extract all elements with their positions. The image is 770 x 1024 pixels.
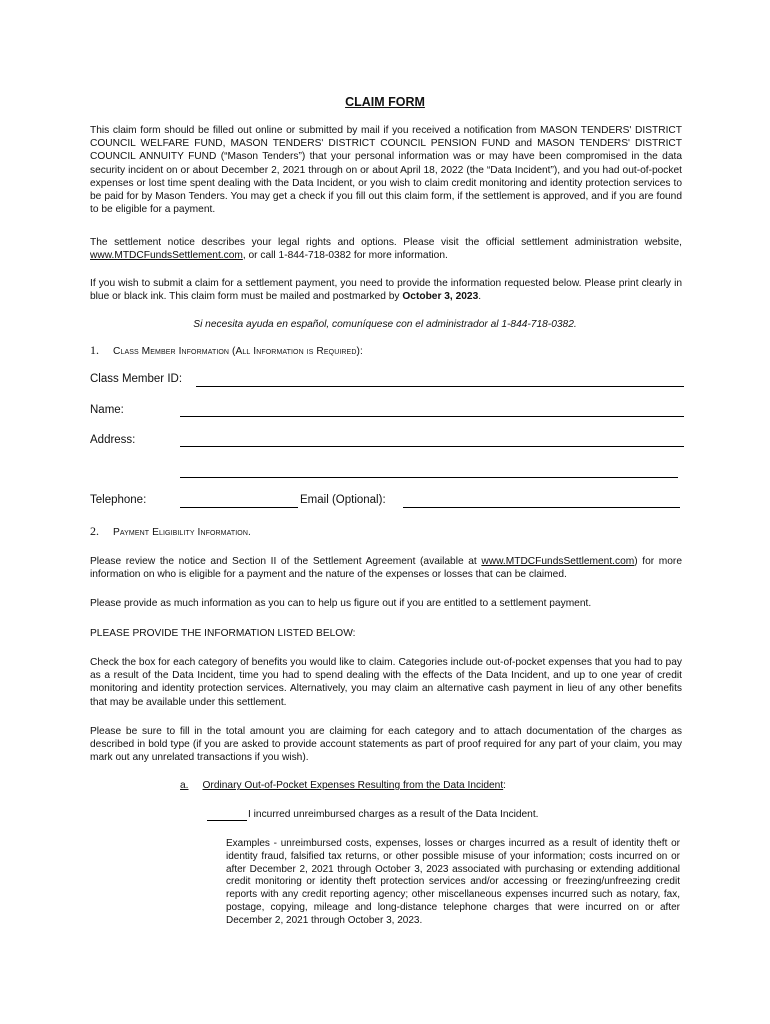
section-1-number: 1. [90,343,99,357]
class-member-id-field[interactable] [196,386,684,387]
email-field[interactable] [403,507,680,508]
settlement-agreement-link[interactable]: www.MTDCFundsSettlement.com [481,556,635,567]
section-2-heading [90,524,251,539]
section-1-heading [90,343,363,358]
telephone-field[interactable] [180,507,298,508]
subsection-a-heading [180,780,506,791]
out-of-pocket-check-line[interactable] [207,820,247,821]
intro-p3-text-end: . [478,291,482,303]
intro-p3-text: If you wish to submit a claim for a settlement payment, you need to provide the information requested below. Please print clearly in blue or black ink. This claim form must be mailed and postmarked by [90,278,682,303]
name-field[interactable] [180,416,684,417]
page-title: CLAIM FORM [345,95,425,109]
intro-p2-text: The settlement notice describes your legal rights and options. Please visit the official settlement administration website, [90,237,682,248]
intro-p2-text-end: , or call 1-844-718-0382 for more information. [242,250,448,262]
section-2-paragraph-1 [90,555,682,581]
intro-paragraph-2 [90,236,682,262]
email-label: Email (Optional): [300,494,386,506]
subsection-a-title: Ordinary Out-of-Pocket Expenses Resulting from the Data Incident [202,780,504,791]
section-2-paragraph-3: PLEASE PROVIDE THE INFORMATION LISTED BELOW: [90,628,356,639]
section-2-paragraph-5: Please be sure to fill in the total amount you are claiming for each category and to attach documentation of the charges as described in bold type (if you are asked to provide account statements as part of proof required for any part of your claim, you may mark out any unrelated transactions if you wish). [90,726,682,764]
subsection-a-letter: a. [180,780,189,791]
address-label: Address: [90,434,136,446]
section-2-p1-text-end: ) for more information on who is eligible for a payment and the nature of the expenses or losses that can be claimed. [90,556,682,581]
section-2-number: 2. [90,524,99,538]
name-label: Name: [90,404,124,416]
address-field-line-1[interactable] [180,446,684,447]
section-2-p1-text: Please review the notice and Section II of the Settlement Agreement (available at [90,556,482,567]
section-2-paragraph-2: Please provide as much information as you can to help us figure out if you are entitled to a settlement payment. [90,598,592,609]
intro-paragraph-3 [90,277,682,303]
intro-paragraph-1: This claim form should be filled out online or submitted by mail if you received a notification from MASON TENDERS' DISTRICT COUNCIL WELFARE FUND, MASON TENDERS' DISTRICT COUNCIL PENSION FUND and MASON TENDERS' DISTRICT COUNCIL ANNUITY FUND (“Mason Tenders”) that your personal information was or may have been compromised in the data security incident on or about December 2, 2021 through on or about April 18, 2022 (the “Data Incident”), and you had out-of-pocket expenses or lost time spent dealing with the Data Incident, or you wish to claim credit monitoring and identity protection services to be paid for by Mason Tenders. You may get a check if you fill out this claim form, if the settlement is approved, and if you are found to be eligible for a payment. [90,125,682,216]
telephone-label: Telephone: [90,494,147,506]
section-1-title: Class Member Information (All Information is Required): [113,346,363,357]
out-of-pocket-examples: Examples - unreimbursed costs, expenses, losses or charges incurred as a result of identity theft or identity fraud, falsified tax returns, or other possible misuse of your information; costs incurred on or after December 2, 2021 through October 3, 2023 associated with purchasing or extending additional credit monitoring or identity theft protection services and/or accessing or freezing/unfreezing credit reports with any credit reporting agency; other miscellaneous expenses incurred such as notary, fax, postage, copying, mileage and long-distance telephone charges that were incurred on or after December 2, 2021 through October 3, 2023. [226,838,680,926]
address-field-line-2[interactable] [180,477,678,478]
settlement-website-link[interactable]: www.MTDCFundsSettlement.com [90,250,243,262]
class-member-id-label: Class Member ID: [90,373,183,385]
subsection-a-colon: : [503,780,507,791]
deadline-date: October 3, 2023 [402,291,479,303]
spanish-help-note: Si necesita ayuda en español, comuníquese con el administrador al 1-844-718-0382. [193,319,577,330]
section-2-paragraph-4: Check the box for each category of benefits you would like to claim. Categories include out-of-pocket expenses that you had to pay as a result of the Data Incident, time you had to spend dealing with the effects of the Data Incident, and up to one year of credit monitoring and identity protection services. Alternatively, you may claim an alternative cash payment in lieu of any other benefits that may be available under this settlement. [90,657,682,708]
out-of-pocket-check-text: I incurred unreimbursed charges as a result of the Data Incident. [248,809,539,820]
section-2-title: Payment Eligibility Information. [113,527,251,538]
